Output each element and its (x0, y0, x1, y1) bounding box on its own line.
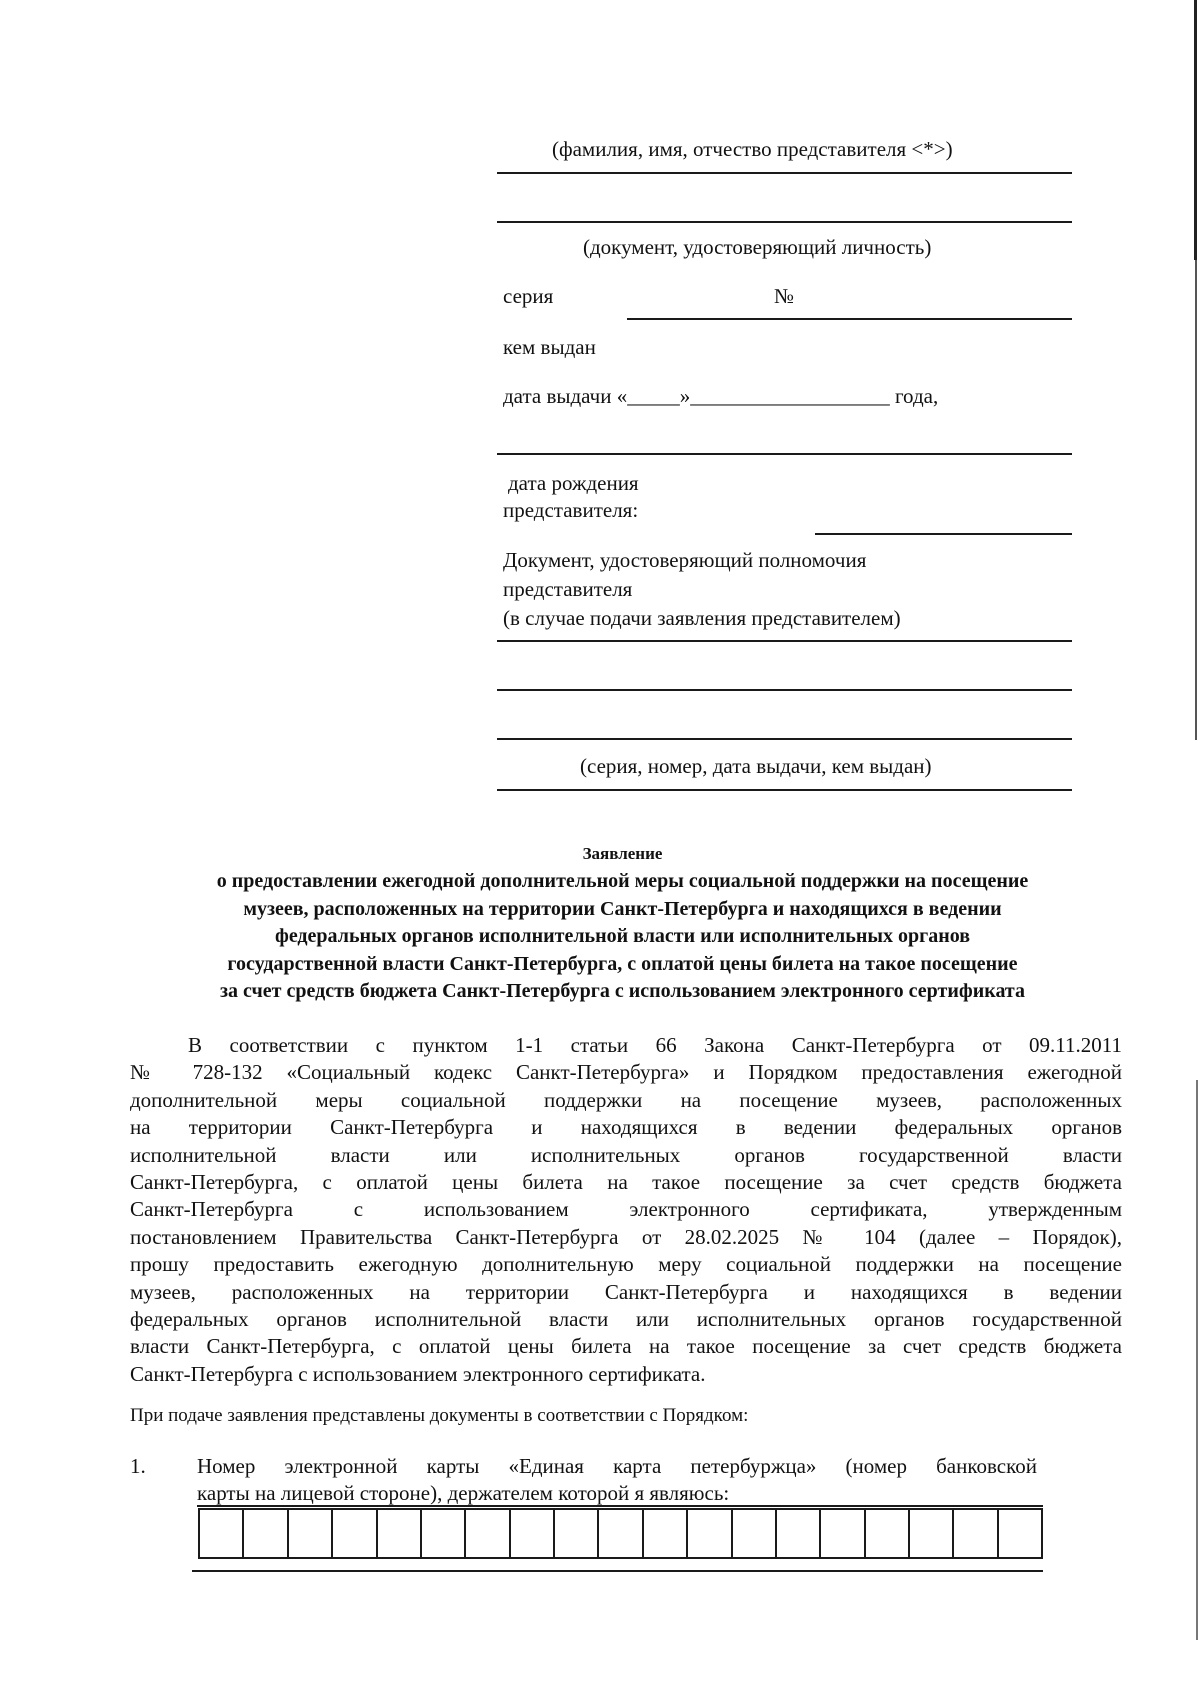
card-digit-cell[interactable] (466, 1510, 510, 1557)
card-text-line-1: Номер электронной карты «Единая карта петербуржца» (номер банковской (197, 1454, 1037, 1478)
card-digit-cell[interactable] (821, 1510, 865, 1557)
heading-line: за счет средств бюджета Санкт-Петербурга с использованием электронного сертификата (219, 980, 1025, 1002)
birth-date-label-1: дата рождения (508, 471, 639, 495)
authority-line-3[interactable] (497, 738, 1072, 740)
scan-edge-artifact (1190, 0, 1200, 1696)
card-number-text (197, 1453, 1037, 1507)
body-line: прошу предоставить ежегодную дополнительную меру социальной поддержки на посещение (130, 1252, 1122, 1277)
heading-line: музеев, расположенных на территории Санкт-Петербурга и находящихся в ведении (243, 897, 1002, 920)
authority-line-2[interactable] (497, 689, 1072, 691)
card-grid-underline (192, 1570, 1043, 1572)
card-digit-cell[interactable] (688, 1510, 732, 1557)
card-digit-cell[interactable] (200, 1510, 244, 1557)
body-line: федеральных органов исполнительной власти или исполнительных органов государственной (130, 1307, 1122, 1332)
body-line: В соответствии с пунктом 1-1 статьи 66 Закона Санкт-Петербурга от 09.11.2011 (188, 1033, 1122, 1057)
body-line: музеев, расположенных на территории Санкт-Петербурга и находящихся в ведении (130, 1279, 1122, 1304)
heading-line: о предоставлении ежегодной дополнительной меры социальной поддержки на посещение (216, 870, 1029, 892)
body-paragraph (130, 1032, 1122, 1388)
card-digit-cell[interactable] (289, 1510, 333, 1557)
card-digit-cell[interactable] (777, 1510, 821, 1557)
number-label: № (774, 284, 795, 308)
body-line: на территории Санкт-Петербурга и находящихся в ведении федеральных органов (130, 1115, 1122, 1140)
body-line: № 728-132 «Социальный кодекс Санкт-Петербурга» и Порядком предоставления ежегодной (130, 1060, 1122, 1085)
card-digit-cell[interactable] (555, 1510, 599, 1557)
application-heading (125, 868, 1120, 1006)
heading-line: федеральных органов исполнительной власти или исполнительных органов (274, 925, 971, 947)
series-label: серия (503, 284, 554, 308)
card-digit-cell[interactable] (644, 1510, 688, 1557)
body-line: исполнительной власти или исполнительных органов государственной власти (130, 1142, 1122, 1167)
body-line: дополнительной меры социальной поддержки на посещение музеев, расположенных (130, 1087, 1122, 1112)
birth-date-label-2: представителя: (503, 498, 639, 522)
body-line: Санкт-Петербурга с использованием электронного сертификата. (130, 1361, 706, 1386)
doc-caption: (документ, удостоверяющий личность) (583, 235, 932, 259)
authority-doc-1: Документ, удостоверяющий полномочия (503, 548, 867, 572)
authority-line-1[interactable] (497, 640, 1072, 642)
heading-line: государственной власти Санкт-Петербурга, с оплатой цены билета на такое посещение (227, 952, 1018, 975)
card-digit-cell[interactable] (910, 1510, 954, 1557)
application-title: Заявление (582, 844, 663, 863)
issued-by-line[interactable] (497, 453, 1072, 455)
fio-line[interactable] (497, 172, 1072, 174)
series-number-line[interactable] (627, 318, 1072, 320)
body-line: власти Санкт-Петербурга, с оплатой цены билета на такое посещение за счет средств бюджета (130, 1334, 1122, 1359)
card-text-line-2: карты на лицевой стороне), держателем которой я являюсь: (197, 1481, 730, 1505)
issue-date-label: дата выдачи «_____»___________________ года, (503, 384, 939, 408)
card-digit-cell[interactable] (733, 1510, 777, 1557)
fio-caption: (фамилия, имя, отчество представителя <*>) (552, 137, 953, 161)
birth-date-line[interactable] (815, 533, 1072, 535)
authority-doc-2: представителя (503, 577, 633, 601)
card-digit-cell[interactable] (244, 1510, 288, 1557)
card-text-underline (197, 1505, 1043, 1507)
card-digit-cell[interactable] (378, 1510, 422, 1557)
card-digit-cell[interactable] (422, 1510, 466, 1557)
card-digit-cell[interactable] (511, 1510, 555, 1557)
item-number: 1. (130, 1454, 146, 1478)
body-line: Санкт-Петербурга, с оплатой цены билета на такое посещение за счет средств бюджета (130, 1170, 1122, 1195)
body-line: постановлением Правительства Санкт-Петербурга от 28.02.2025 № 104 (далее – Порядок), (130, 1224, 1122, 1249)
authority-caption-line[interactable] (497, 789, 1072, 791)
authority-doc-3: (в случае подачи заявления представителем) (503, 606, 901, 630)
card-digit-cell[interactable] (599, 1510, 643, 1557)
issued-by-label: кем выдан (503, 335, 596, 359)
body-line: Санкт-Петербурга с использованием электронного сертификата, утвержденным (130, 1197, 1122, 1222)
card-number-grid[interactable] (198, 1508, 1043, 1559)
card-digit-cell[interactable] (954, 1510, 998, 1557)
documents-intro: При подаче заявления представлены документы в соответствии с Порядком: (130, 1405, 749, 1426)
card-digit-cell[interactable] (866, 1510, 910, 1557)
fio-line-2[interactable] (497, 221, 1072, 223)
authority-caption: (серия, номер, дата выдачи, кем выдан) (580, 754, 932, 778)
card-digit-cell[interactable] (999, 1510, 1041, 1557)
card-digit-cell[interactable] (333, 1510, 377, 1557)
